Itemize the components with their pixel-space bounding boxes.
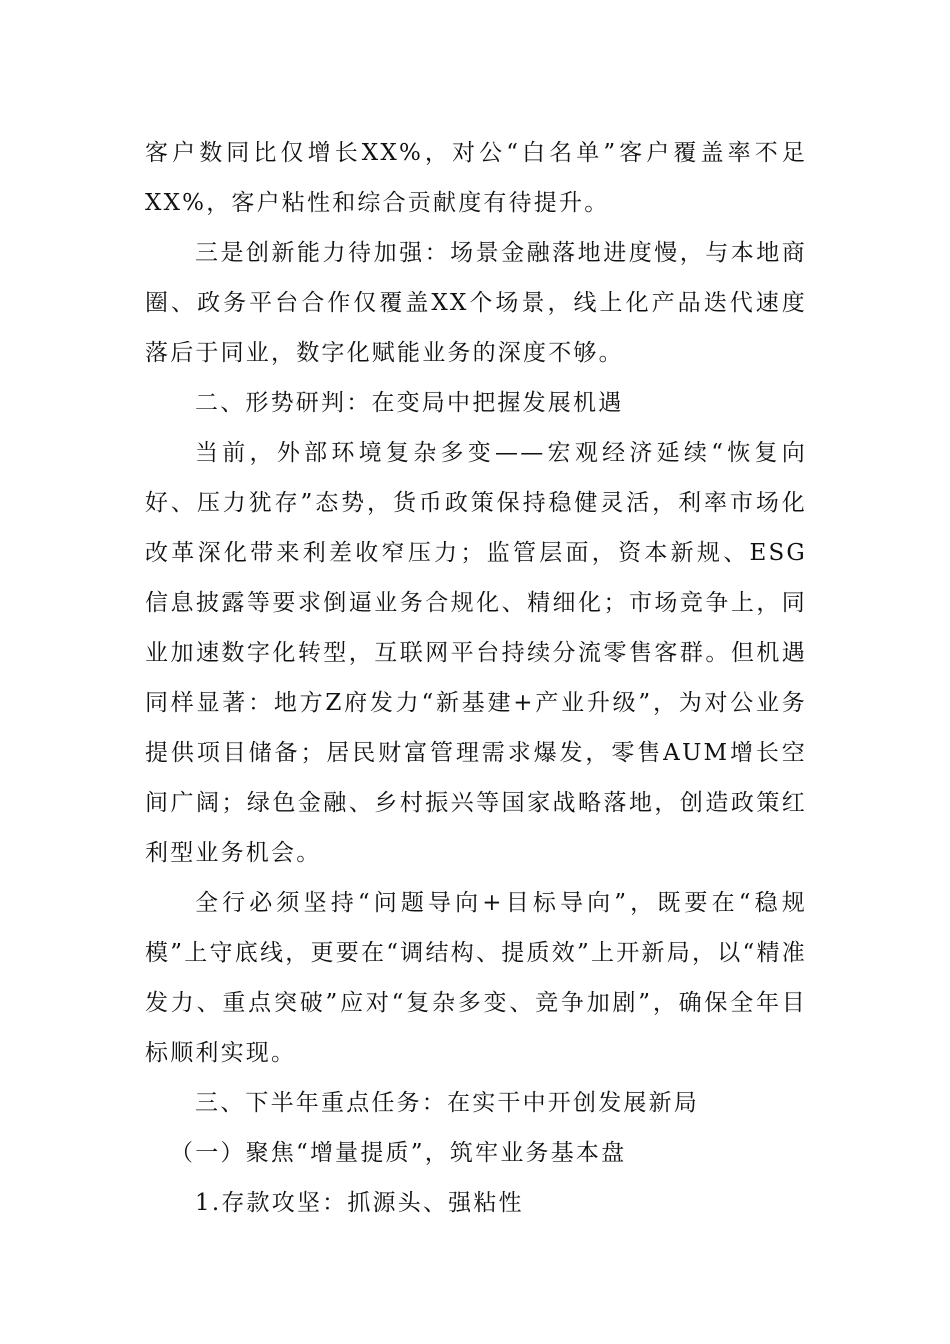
paragraph-situation: 当前，外部环境复杂多变——宏观经济延续“恢复向好、压力犹存”态势，货币政策保持稳健灵活，利率市场化改革深化带来利差收窄压力；监管层面，资本新规、ESG信息披露等要求倒逼业务合规化、精细化；市场竞争上，同业加速数字化转型，互联网平台持续分流零售客群。但机遇同样显著：地方Z府发力“新基建+产业升级”，为对公业务提供项目储备；居民财富管理需求爆发，零售AUM增长空间广阔；绿色金融、乡村振兴等国家战略落地，创造政策红利型业务机会。 <box>145 440 807 866</box>
section-heading-2: 二、形势研判：在变局中把握发展机遇 <box>195 390 624 416</box>
paragraph-innovation: 三是创新能力待加强：场景金融落地进度慢，与本地商圈、政务平台合作仅覆盖XX个场景，线上化产品迭代速度落后于同业，数字化赋能业务的深度不够。 <box>145 240 807 366</box>
paragraph-guideline: 全行必须坚持“问题导向+目标导向”，既要在“稳规模”上守底线，更要在“调结构、提质效”上开新局，以“精准发力、重点突破”应对“复杂多变、竞争加剧”，确保全年目标顺利实现。 <box>145 890 807 1066</box>
document-body <box>145 128 807 1228</box>
paragraph-customer-stats: 客户数同比仅增长XX%，对公“白名单”客户覆盖率不足XX%，客户粘性和综合贡献度有待提升。 <box>145 140 807 216</box>
item-heading-1: 1.存款攻坚：抓源头、强粘性 <box>195 1190 524 1216</box>
section-heading-3: 三、下半年重点任务：在实干中开创发展新局 <box>195 1090 699 1116</box>
subsection-heading-1: （一）聚焦“增量提质”，筑牢业务基本盘 <box>170 1140 627 1166</box>
